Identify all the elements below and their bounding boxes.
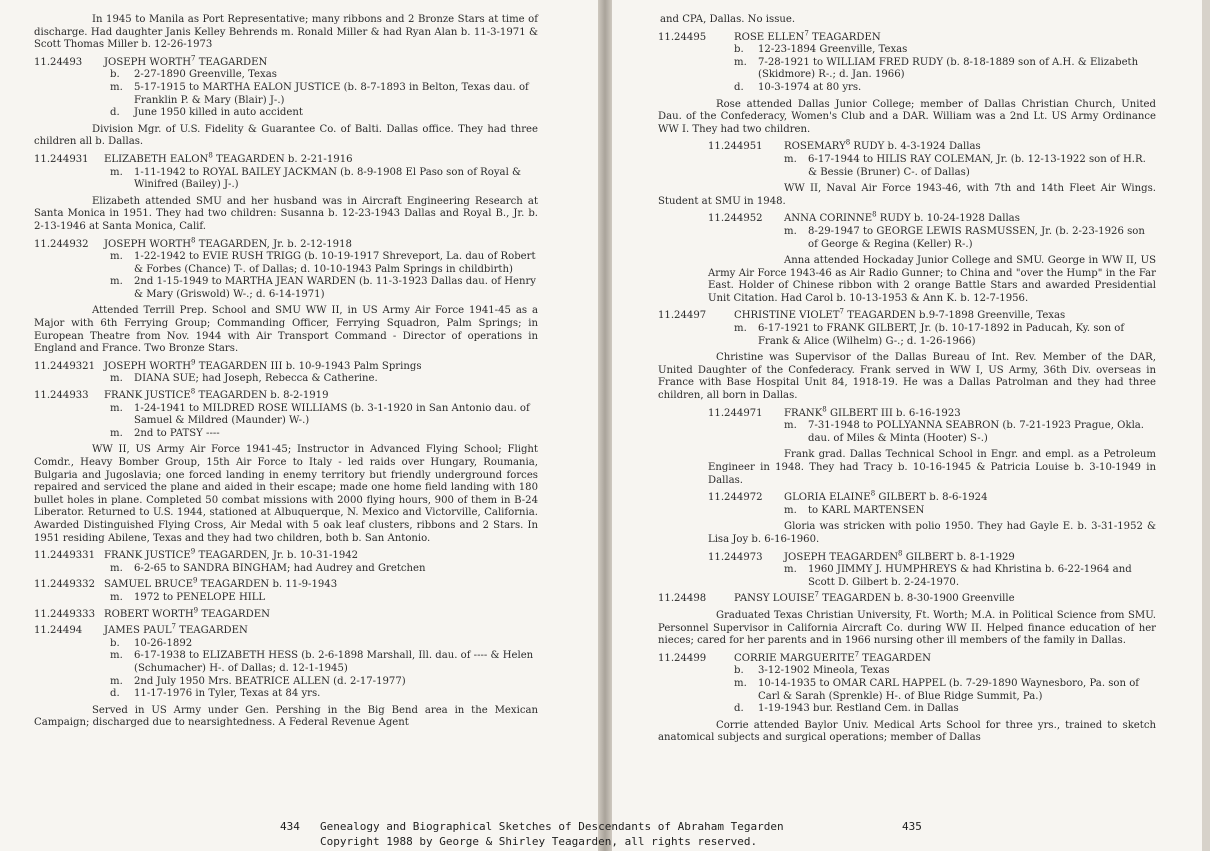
page-footer [0, 820, 1210, 850]
fact-value: 6-17-1938 to ELIZABETH HESS (b. 2-6-1898 Marshall, Ill. dau. of ---- & Helen (Schumacher) H-. of Dallas; d. 12-1-1945) [134, 650, 534, 674]
entry-details: GILBERT b. 8-6-1924 [875, 492, 988, 504]
paragraph: Rose attended Dallas Junior College; member of Dallas Christian Church, United Dau. of the Confederacy, Women's Club and a DAR. William was a 2nd Lt. US Army Ordinance WW I. They had two children. [658, 98, 1156, 135]
fact-value: 6-2-65 to SANDRA BINGHAM; had Audrey and Gretchen [134, 562, 426, 574]
fact-value: 2nd to PATSY ---- [134, 427, 220, 439]
generation-number: 7 [804, 29, 809, 38]
fact-value: 1960 JIMMY J. HUMPHREYS & had Khristina b. 6-22-1964 and Scott D. Gilbert b. 2-24-1970. [808, 564, 1132, 588]
genealogy-entry [34, 54, 538, 120]
fact-value: June 1950 killed in auto accident [134, 107, 303, 119]
fact-value: 8-29-1947 to GEORGE LEWIS RASMUSSEN, Jr. (b. 2-23-1926 son of George & Regina (Keller) R-.) [808, 225, 1145, 250]
fact-key: m. [784, 153, 797, 165]
fact-key: m. [734, 323, 747, 335]
fact-key: b. [734, 44, 744, 56]
paragraph: In 1945 to Manila as Port Representative; many ribbons and 2 Bronze Stars at time of discharge. Had daughter Janis Kelley Behrends m. Ronald Miller & had Ryan Alan b. 11-3-1971 & Scott Thomas Miller b. 12-26-1973 [34, 14, 538, 51]
genealogy-entry [34, 622, 538, 701]
fact-value: 10-3-1974 at 80 yrs. [758, 81, 862, 93]
fact-key: b. [110, 637, 120, 649]
right-page-number: 435 [902, 820, 922, 833]
generation-number: 7 [854, 650, 860, 659]
entry-details: GILBERT III b. 6-16-1923 [826, 407, 961, 419]
genealogy-entry [658, 210, 1156, 251]
fact-value: DIANA SUE; had Joseph, Rebecca & Catherine. [134, 373, 378, 385]
paragraph: WW II, Naval Air Force 1943-46, with 7th and 14th Fleet Air Wings. Student at SMU in 1948. [658, 183, 1156, 207]
entry-name: PANSY LOUISE [734, 593, 815, 605]
fact-value: 6-17-1944 to HILIS RAY COLEMAN, Jr. (b. 12-13-1922 son of H.R. & Bessie (Bruner) C-. of Dallas) [808, 153, 1146, 178]
fact-row [110, 650, 538, 675]
entry-details: TEAGARDEN, Jr. b. 10-31-1942 [195, 550, 359, 562]
fact-row [110, 563, 538, 576]
entry-details: TEAGARDEN [176, 625, 248, 637]
entry-name: GLORIA ELAINE [784, 492, 871, 504]
footer-title: Genealogy and Biographical Sketches of Descendants of Abraham Tegarden [320, 820, 784, 833]
generation-number: 8 [208, 151, 213, 160]
entry-name: CHRISTINE VIOLET [734, 310, 840, 322]
fact-key: m. [110, 650, 123, 662]
paragraph: Elizabeth attended SMU and her husband was in Aircraft Engineering Research at Santa Monica in 1951. They had two children: Susanna b. 12-23-1943 Dallas and Royal B., Jr. b. 2-13-1946 at Santa Monica, Calif. [34, 195, 538, 232]
entry-name: FRANK [784, 407, 823, 419]
entry-id: 11.24495 [658, 31, 707, 43]
fact-row [734, 665, 1156, 678]
right-column [658, 14, 1156, 750]
entry-details: TEAGARDEN [198, 608, 270, 620]
fact-key: d. [110, 688, 120, 700]
paragraph: WW II, US Army Air Force 1941-45; Instructor in Advanced Flying School; Flight Comdr., Heavy Bomber Group, 15th Air Force to Italy - led raids over Hungary, Roumania, Bulgaria and Jugoslavia; one forced landing in enemy territory but friendly underground forces repaired and serviced the plane and aided in their escape; made one home field landing with 180 bullet holes in plane. Completed 50 combat missions with 2000 flying hours, 900 of them in B-24 Liberator. Returned to U.S. 1944, stationed at Albuquerque, N. Mexico and Victorville, California. Awarded Distinguished Flying Cross, Air Medal with 5 oak leaf clusters, ribbons and 2 Stars. In 1951 residing Abilene, Texas and they had two children, both b. San Antonio. [34, 444, 538, 544]
fact-row [110, 688, 538, 701]
fact-row [110, 69, 538, 82]
entry-details: TEAGARDEN b. 2-21-1916 [212, 153, 353, 165]
entry-details: RUDY b. 10-24-1928 Dallas [876, 213, 1020, 225]
entry-id: 11.2449332 [34, 579, 96, 591]
paragraph: Corrie attended Baylor Univ. Medical Arts School for three yrs., trained to sketch anatomical subjects and surgical operations; member of Dallas [658, 719, 1156, 744]
paragraph: Gloria was stricken with polio 1950. They had Gayle E. b. 3-31-1952 & Lisa Joy b. 6-16-1960. [708, 521, 1156, 545]
entry-name: ANNA CORINNE [784, 213, 873, 225]
fact-value: to KARL MARTENSEN [808, 504, 925, 516]
fact-value: 1-24-1941 to MILDRED ROSE WILLIAMS (b. 3-1-1920 in San Antonio dau. of Samuel & Mildred (Maunder) W-.) [134, 402, 530, 427]
paragraph: and CPA, Dallas. No issue. [660, 14, 796, 25]
entry-name: JOSEPH WORTH [104, 56, 192, 68]
generation-number: 9 [193, 606, 199, 615]
fact-row [110, 107, 538, 120]
fact-key: m. [784, 225, 797, 237]
fact-key: b. [734, 665, 744, 677]
generation-number: 7 [814, 590, 819, 599]
fact-value: 1972 to PENELOPE HILL [134, 591, 266, 603]
genealogy-entry [658, 590, 1156, 606]
entry-details: TEAGARDEN [808, 31, 881, 43]
fact-value: 10-26-1892 [134, 637, 193, 649]
fact-key: m. [784, 504, 797, 516]
fact-key: m. [110, 562, 123, 574]
entry-id: 11.24498 [658, 593, 707, 605]
fact-value: 10-14-1935 to OMAR CARL HAPPEL (b. 7-29-1890 Waynesboro, Pa. son of Carl & Sarah (Sprenkle) H-. of Blue Ridge Summit, Pa.) [758, 677, 1140, 702]
fact-key: m. [110, 81, 123, 93]
fact-key: m. [110, 675, 123, 687]
fact-value: 3-12-1902 Mineola, Texas [758, 665, 890, 677]
fact-value: 2nd July 1950 Mrs. BEATRICE ALLEN (d. 2-17-1977) [134, 675, 406, 687]
fact-key: m. [110, 276, 123, 288]
fact-key: m. [110, 166, 123, 178]
entry-name: ROBERT WORTH [104, 608, 194, 620]
entry-name: FRANK JUSTICE [104, 550, 191, 562]
fact-key: m. [110, 427, 123, 439]
fact-key: m. [784, 564, 797, 576]
fact-key: m. [784, 420, 797, 432]
entry-id: 11.24494 [34, 625, 83, 637]
fact-row [110, 676, 538, 689]
fact-value: 11-17-1976 in Tyler, Texas at 84 yrs. [134, 688, 321, 700]
genealogy-entry [34, 151, 538, 192]
fact-row [110, 403, 538, 428]
entry-id: 11.24499 [658, 652, 707, 664]
genealogy-entry [658, 138, 1156, 179]
entry-name: ROSE ELLEN [734, 31, 805, 43]
fact-value: 2nd 1-15-1949 to MARTHA JEAN WARDEN (b. 11-3-1923 Dallas dau. of Henry & Mary (Griswold) W-.; d. 6-14-1971) [134, 276, 536, 300]
fact-row [734, 44, 1156, 57]
entry-name: JAMES PAUL [104, 625, 172, 637]
left-column [34, 14, 538, 735]
genealogy-entry [658, 310, 1156, 348]
page-edge [1202, 0, 1210, 851]
genealogy-entry [658, 405, 1156, 446]
generation-number: 9 [192, 576, 198, 585]
entry-details: TEAGARDEN b.9-7-1898 Greenville, Texas [843, 310, 1066, 322]
entry-id: 11.2449321 [34, 360, 96, 372]
paragraph: Division Mgr. of U.S. Fidelity & Guarantee Co. of Balti. Dallas office. They had three children all b. Dallas. [34, 123, 538, 148]
entry-details: TEAGARDEN b. 11-9-1943 [197, 579, 338, 591]
entry-id: 11.244931 [34, 153, 89, 165]
entry-id: 11.244933 [34, 390, 89, 402]
paragraph: Christine was Supervisor of the Dallas Bureau of Int. Rev. Member of the DAR, United Daughter of the Confederacy. Frank served in WW I, US Army, 36th Div. overseas in France with Base Hospital Unit 84, 1918-19. He was a Dallas Patrolman and they had three children, all born in Dallas. [658, 352, 1156, 402]
fact-value: 7-31-1948 to POLLYANNA SEABRON (b. 7-21-1923 Prague, Okla. dau. of Miles & Minta (Hooter) S-.) [808, 420, 1145, 444]
fact-key: m. [110, 373, 123, 385]
entry-id: 11.24493 [34, 56, 83, 68]
genealogy-entry [658, 489, 1156, 517]
left-page-number: 434 [280, 820, 300, 833]
generation-number: 8 [872, 210, 877, 219]
generation-number: 8 [870, 489, 876, 498]
generation-number: 8 [898, 549, 903, 558]
fact-row [110, 251, 538, 276]
generation-number: 8 [191, 236, 196, 245]
entry-id: 11.2449331 [34, 550, 96, 562]
fact-key: d. [110, 107, 120, 119]
fact-value: 1-11-1942 to ROYAL BAILEY JACKMAN (b. 8-9-1908 El Paso son of Royal & Winifred (Bailey) J-.) [134, 166, 521, 191]
entry-name: JOSEPH TEAGARDEN [784, 551, 899, 563]
generation-number: 8 [845, 138, 851, 147]
entry-id: 11.2449333 [34, 608, 96, 620]
right-page [612, 0, 1210, 851]
fact-row [734, 82, 1156, 95]
book-gutter [598, 0, 612, 851]
fact-key: d. [734, 81, 744, 93]
entry-details: TEAGARDEN [859, 652, 931, 664]
fact-row [110, 638, 538, 651]
entry-id: 11.244932 [34, 238, 89, 250]
generation-number: 8 [822, 405, 827, 414]
fact-row [734, 323, 1156, 348]
fact-value: 1-19-1943 bur. Restland Cem. in Dallas [758, 703, 959, 715]
genealogy-entry [34, 606, 538, 622]
fact-key: d. [734, 703, 744, 715]
fact-row [110, 428, 538, 441]
genealogy-entry [34, 547, 538, 575]
paragraph: Served in US Army under Gen. Pershing in the Big Bend area in the Mexican Campaign; discharged due to nearsightedness. A Federal Revenue Agent [34, 704, 538, 729]
fact-row [110, 167, 538, 192]
entry-name: FRANK JUSTICE [104, 390, 191, 402]
fact-row [784, 154, 1156, 179]
genealogy-entry [34, 576, 538, 604]
entry-id: 11.244972 [708, 492, 763, 504]
fact-key: b. [110, 69, 120, 81]
genealogy-entry [34, 387, 538, 440]
fact-row [784, 420, 1156, 445]
fact-value: 5-17-1915 to MARTHA EALON JUSTICE (b. 8-7-1893 in Belton, Texas dau. of Franklin P. & Mary (Blair) J-.) [134, 81, 529, 106]
entry-details: TEAGARDEN b. 8-2-1919 [195, 390, 329, 402]
fact-row [734, 703, 1156, 716]
genealogy-entry [658, 650, 1156, 716]
generation-number: 9 [190, 547, 196, 556]
genealogy-entry [34, 236, 538, 302]
fact-key: m. [110, 402, 123, 414]
generation-number: 7 [839, 308, 844, 317]
fact-value: 6-17-1921 to FRANK GILBERT, Jr. (b. 10-17-1892 in Paducah, Ky. son of Frank & Alice (Wilhelm) G-.; d. 1-26-1966) [758, 323, 1125, 347]
genealogy-entry [658, 29, 1156, 95]
fact-row [734, 57, 1156, 82]
left-page [0, 0, 598, 851]
fact-row [784, 564, 1156, 589]
fact-row [110, 373, 538, 386]
entry-name: SAMUEL BRUCE [104, 579, 193, 591]
entry-id: 11.244971 [708, 407, 763, 419]
generation-number: 8 [190, 387, 196, 396]
entry-details: RUDY b. 4-3-1924 Dallas [850, 141, 981, 153]
entry-name: CORRIE MARGUERITE [734, 652, 855, 664]
entry-id: 11.244952 [708, 213, 763, 225]
entry-id: 11.24497 [658, 310, 707, 322]
paragraph: Anna attended Hockaday Junior College and SMU. George in WW II, US Army Air Force 1943-46 as Air Radio Gunner; to China and "over the Hump" in the Far East. Holder of Chinese ribbon with 2 orange Battle Stars and awarded Presidential Unit Citation. Had Carol b. 10-13-1953 & Ann K. b. 12-7-1956. [708, 255, 1156, 304]
entry-name: ELIZABETH EALON [104, 153, 209, 165]
fact-row [784, 505, 1156, 518]
fact-row [784, 226, 1156, 251]
entry-name: JOSEPH WORTH [104, 360, 192, 372]
entry-name: JOSEPH WORTH [104, 238, 192, 250]
fact-value: 7-28-1921 to WILLIAM FRED RUDY (b. 8-18-1889 son of A.H. & Elizabeth (Skidmore) R-.; d. Jan. 1966) [758, 56, 1139, 81]
genealogy-entry [34, 358, 538, 386]
fact-value: 1-22-1942 to EVIE RUSH TRIGG (b. 10-19-1917 Shreveport, La. dau of Robert & Forbes (Chance) T-. of Dallas; d. 10-10-1943 Palm Springs in childbirth) [134, 251, 536, 275]
entry-details: TEAGARDEN [195, 56, 268, 68]
fact-key: m. [110, 251, 123, 263]
fact-row [110, 276, 538, 301]
entry-details: TEAGARDEN, Jr. b. 2-12-1918 [195, 238, 352, 250]
fact-row [734, 678, 1156, 703]
fact-row [110, 82, 538, 107]
entry-details: TEAGARDEN b. 8-30-1900 Greenville [819, 593, 1015, 605]
entry-id: 11.244951 [708, 141, 763, 153]
fact-key: m. [734, 677, 747, 689]
footer-copyright: Copyright 1988 by George & Shirley Teagarden, all rights reserved. [320, 835, 758, 848]
fact-value: 12-23-1894 Greenville, Texas [758, 44, 908, 56]
fact-key: m. [110, 591, 123, 603]
fact-row [110, 592, 538, 605]
generation-number: 9 [191, 358, 196, 367]
generation-number: 7 [171, 622, 176, 631]
paragraph: Attended Terrill Prep. School and SMU WW II, in US Army Air Force 1941-45 as a Major with 6th Ferrying Group; Commanding Officer, Ferrying Squadron, Palm Springs; in European Theatre from Nov. 1944 with Air Transport Command - Director of operations in England and France. Two Bronze Stars. [34, 305, 538, 355]
entry-id: 11.244973 [708, 551, 763, 563]
fact-key: m. [734, 56, 747, 68]
paragraph: Graduated Texas Christian University, Ft. Worth; M.A. in Political Science from SMU. Personnel Supervisor in California Aircraft Co. during WW II. Helped finance education of her nieces; cared for her parents and in 1966 nursing other ill members of the family in Dallas. [658, 609, 1156, 647]
fact-value: 2-27-1890 Greenville, Texas [134, 69, 277, 81]
entry-details: TEAGARDEN III b. 10-9-1943 Palm Springs [195, 360, 422, 372]
entry-details: GILBERT b. 8-1-1929 [902, 551, 1015, 563]
genealogy-entry [658, 549, 1156, 590]
entry-name: ROSEMARY [784, 141, 846, 153]
generation-number: 7 [191, 54, 196, 63]
paragraph: Frank grad. Dallas Technical School in Engr. and empl. as a Petroleum Engineer in 1948. They had Tracy b. 10-16-1945 & Patricia Louise b. 3-10-1949 in Dallas. [708, 449, 1156, 486]
